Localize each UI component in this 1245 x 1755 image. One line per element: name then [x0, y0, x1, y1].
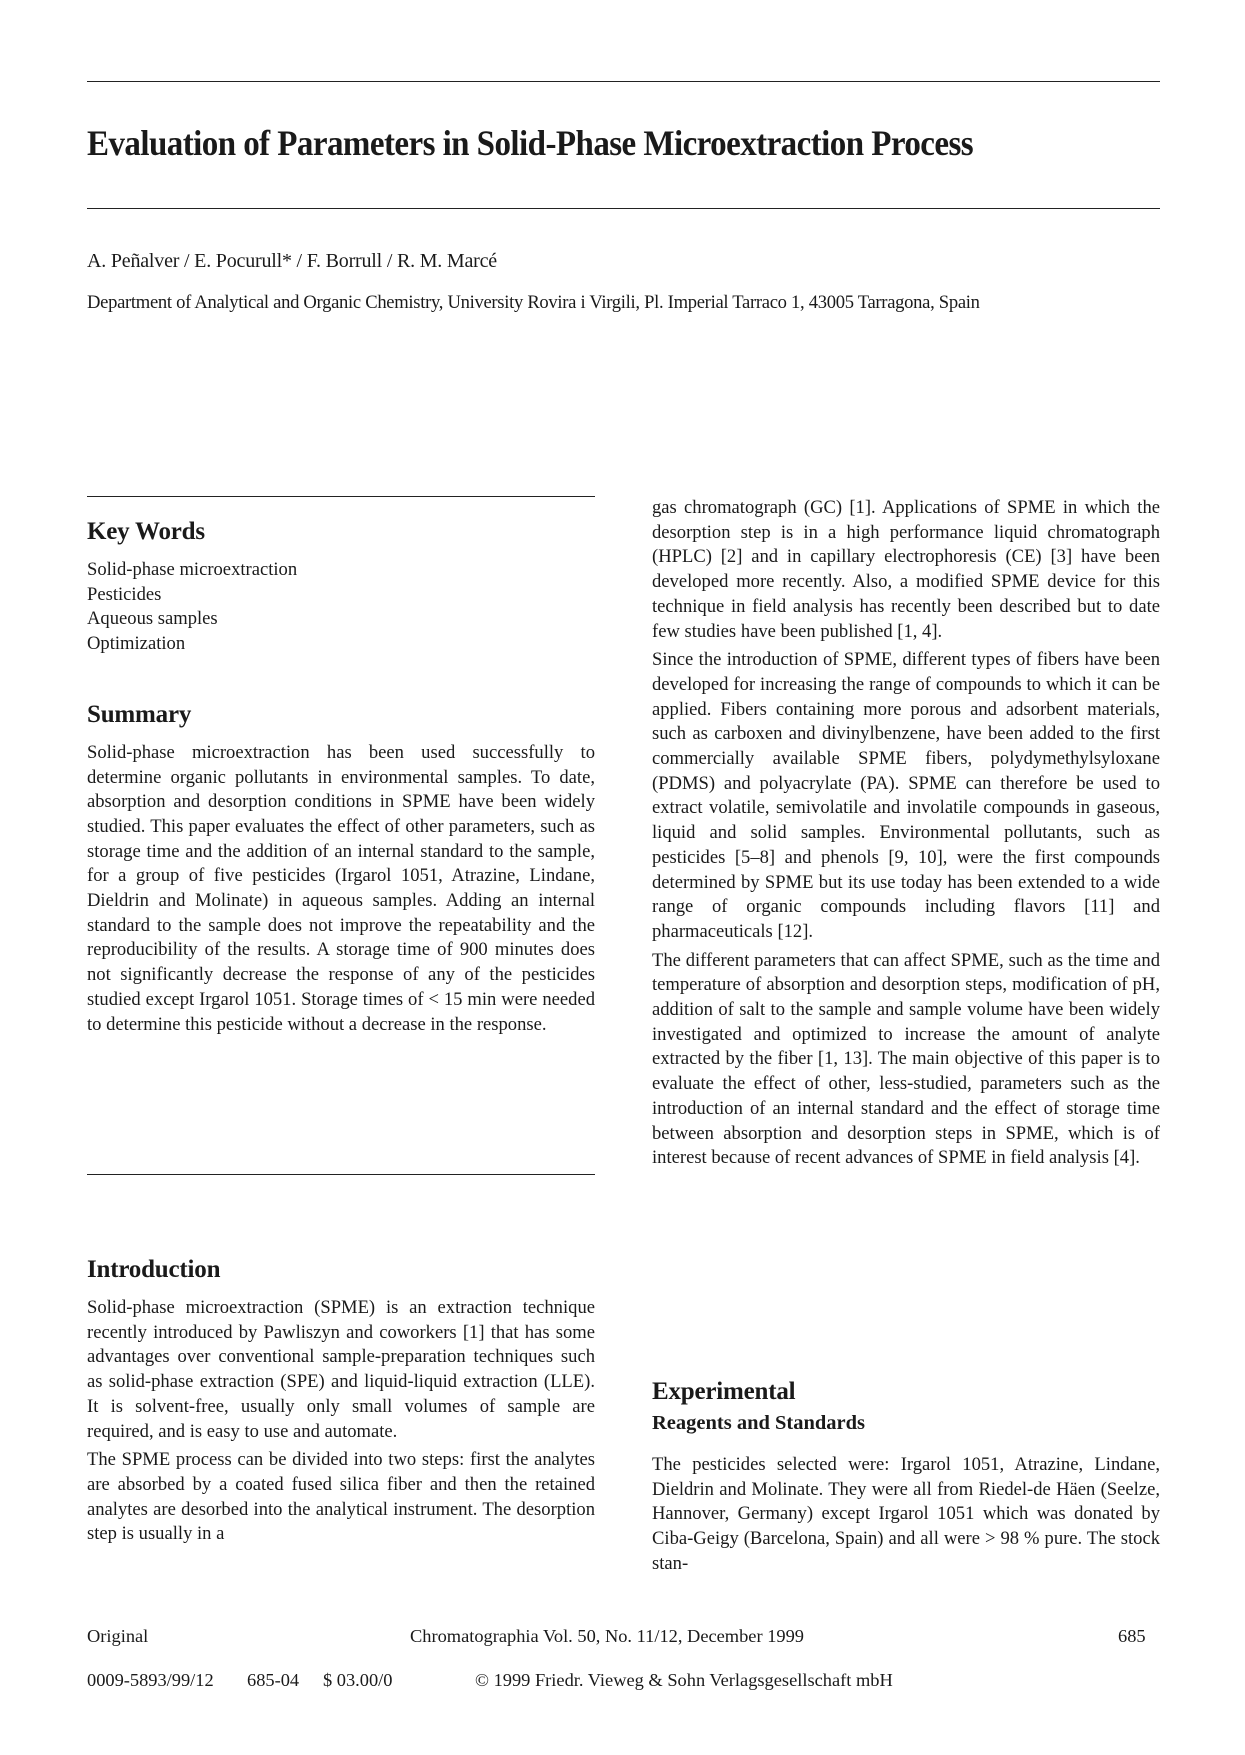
author-list: A. Peñalver / E. Pocurull* / F. Borrull / R. M. Marcé [87, 250, 497, 272]
keyword-item: Aqueous samples [87, 608, 218, 630]
article-title: Evaluation of Parameters in Solid-Phase Microextraction Process [87, 122, 974, 163]
page-number: 685 [1118, 1626, 1146, 1646]
issn-code: 0009-5893/99/12 [87, 1670, 214, 1690]
article-category: Original [87, 1626, 149, 1646]
reagents-text: The pesticides selected were: Irgarol 1051, Atrazine, Lindane, Dieldrin and Molinate. They were all from Riedel-de Häen (Seelze, Hannover, Germany) except Irgarol 1051 which was donated by Ciba-Geigy (Barcelona, Spain) and all were > 98 % pure. The stock stan- [652, 1454, 1160, 1574]
introduction-heading: Introduction [87, 1256, 221, 1283]
keyword-item: Optimization [87, 633, 186, 655]
intro-paragraph: The SPME process can be divided into two steps: first the analytes are absorbed by a coated fused silica fiber and then the retained analytes are desorbed into the analytical instrument. The desorption step is usually in a [87, 1449, 595, 1545]
keywords-section [87, 518, 595, 657]
keyword-item: Solid-phase microextraction [87, 559, 298, 580]
intro-paragraph-continued: gas chromatograph (GC) [1]. Applications of SPME in which the desorption step is in a high performance liquid chromatograph (HPLC) [2] and in capillary electrophoresis (CE) [3] have been developed more recently. Also, a modified SPME device for this technique in field analysis has recently been described but to date few studies have been published [1, 4]. [652, 497, 1160, 642]
keywords-top-rule [87, 496, 595, 497]
journal-citation: Chromatographia Vol. 50, No. 11/12, December 1999 [410, 1626, 804, 1646]
intro-paragraph: Solid-phase microextraction (SPME) is an extraction technique recently introduced by Pawliszyn and coworkers [1] that has some advantages over conventional sample-preparation techniques such as solid-phase extraction (SPE) and liquid-liquid extraction (LLE). It is solvent-free, usually only small volumes of sample are required, and is easy to use and automate. [87, 1297, 595, 1442]
intro-paragraph: Since the introduction of SPME, different types of fibers have been developed for increasing the range of compounds to which it can be applied. Fibers containing more porous and adsorbent materials, such as carboxen and divinylbenzene, have been added to the first commercially available SPME fibers, polydymethylsyloxane (PDMS) and polyacrylate (PA). SPME can therefore be used to extract volatile, semivolatile and involatile compounds in gaseous, liquid and solid samples. Environmental pollutants, such as pesticides [5–8] and phenols [9, 10], were the first compounds determined by SPME but its use today has been extended to a wide range of organic compounds including flavors [11] and pharmaceuticals [12]. [652, 649, 1160, 942]
copyright-notice: © 1999 Friedr. Vieweg & Sohn Verlagsgesellschaft mbH [475, 1670, 893, 1690]
intro-paragraph: The different parameters that can affect SPME, such as the time and temperature of absorption and desorption steps, modification of pH, addition of salt to the sample and sample volume have been widely investigated and optimized to increase the amount of analyte extracted by the fiber [1, 13]. The main objective of this paper is to evaluate the effect of other, less-studied, parameters such as the introduction of an internal standard and the effect of storage time between absorption and desorption steps in SPME, which is of interest because of recent advances of SPME in field analysis [4]. [652, 949, 1160, 1169]
keyword-item: Pesticides [87, 583, 162, 605]
title-bottom-rule [87, 208, 1160, 209]
summary-heading: Summary [87, 700, 192, 728]
pages-code: 685-04 [247, 1670, 300, 1690]
reagents-subheading: Reagents and Standards [652, 1412, 866, 1434]
title-top-rule [87, 81, 1160, 82]
experimental-section [652, 1378, 1160, 1577]
right-column [652, 496, 1160, 1171]
affiliation: Department of Analytical and Organic Chemistry, University Rovira i Virgili, Pl. Imperial Tarraco 1, 43005 Tarragona, Spain [87, 292, 980, 313]
price-code: $ 03.00/0 [323, 1670, 393, 1690]
experimental-heading: Experimental [652, 1378, 796, 1405]
keywords-list [87, 558, 595, 657]
summary-bottom-rule [87, 1174, 595, 1175]
introduction-section [87, 1256, 595, 1547]
summary-text: Solid-phase microextraction has been used successfully to determine organic pollutants in environmental samples. To date, absorption and desorption conditions in SPME have been widely studied. This paper evaluates the effect of other parameters, such as storage time and the addition of an internal standard to the sample, for a group of five pesticides (Irgarol 1051, Atrazine, Lindane, Dieldrin and Molinate) in aqueous samples. Adding an internal standard to the sample does not improve the repeatability and the reproducibility of the results. A storage time of 900 minutes does not significantly decrease the response of any of the pesticides studied except Irgarol 1051. Storage times of < 15 min were needed to determine this pesticide without a decrease in the response. [87, 741, 595, 1035]
keywords-heading: Key Words [87, 518, 205, 545]
left-column [87, 518, 595, 1037]
summary-section [87, 701, 595, 1037]
